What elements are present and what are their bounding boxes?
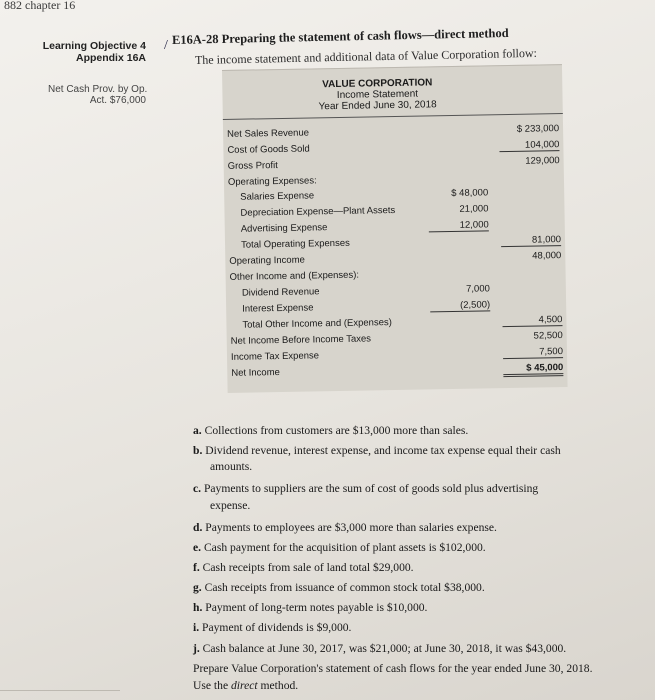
item-text: Cash receipts from sale of land total $29,000.: [202, 561, 414, 574]
page-rule: [0, 690, 120, 691]
row-amount: $ 233,000: [516, 123, 560, 135]
statement-period: Year Ended June 30, 2018: [318, 99, 437, 113]
item-text: Payment of dividends is $9,000.: [202, 621, 352, 634]
row-amount: 104,000: [499, 139, 559, 152]
row-label: Total Operating Expenses: [240, 237, 350, 251]
item-letter: h.: [193, 601, 203, 614]
item-letter: a.: [193, 424, 202, 437]
list-item: [193, 621, 351, 634]
item-text: Cash payment for the acquisition of plant assets is $102,000.: [203, 541, 486, 554]
instruction-post: method.: [257, 679, 299, 692]
item-text: Payments to employees are $3,000 more than salaries expense.: [205, 521, 497, 534]
row-label: Dividend Revenue: [241, 286, 320, 299]
row-amount: 129,000: [525, 155, 560, 167]
list-item: [193, 424, 468, 437]
row-amount: 7,500: [503, 346, 563, 359]
instruction-line2: [193, 679, 298, 692]
learning-objective-line: Learning Objective 4: [42, 40, 146, 52]
appendix-line: Appendix 16A: [75, 52, 146, 64]
list-item: [193, 541, 486, 554]
row-subamount: $ 48,000: [451, 187, 489, 200]
income-statement: [222, 64, 568, 393]
list-item: [193, 521, 497, 534]
item-letter: f.: [193, 561, 200, 574]
instruction-pre: Use the: [193, 679, 231, 692]
list-item: [193, 581, 485, 594]
statement-rows: [227, 123, 566, 384]
row-label: Salaries Expense: [240, 190, 315, 203]
list-item: [193, 561, 414, 574]
item-letter: b.: [193, 444, 203, 457]
item-letter: d.: [193, 521, 203, 534]
item-letter: g.: [193, 581, 202, 594]
row-label: Total Other Income and (Expenses): [242, 317, 392, 331]
row-label: Operating Expenses:: [227, 175, 317, 188]
row-label: Advertising Expense: [240, 222, 328, 235]
row-label: Cost of Goods Sold: [227, 143, 310, 156]
list-item: [193, 601, 427, 614]
check-note-line1: Net Cash Prov. by Op.: [48, 84, 148, 95]
instruction-line1: Prepare Value Corporation's statement of cash flows for the year ended June 30, 2018.: [193, 662, 593, 675]
item-letter: i.: [193, 621, 200, 634]
row-label: Interest Expense: [242, 302, 314, 315]
row-amount: 52,500: [533, 330, 563, 342]
row-label: Net Sales Revenue: [227, 127, 310, 140]
item-letter: e.: [193, 541, 202, 554]
row-subamount: 7,000: [465, 283, 490, 295]
row-amount: 48,000: [532, 250, 562, 262]
item-letter: c.: [193, 482, 202, 495]
row-label: Depreciation Expense—Plant Assets: [240, 204, 396, 219]
check-note-line2: Act. $76,000: [89, 95, 146, 106]
item-text-continued: amounts.: [210, 460, 253, 473]
item-text: Payment of long-term notes payable is $10,000.: [205, 601, 428, 614]
list-item: [193, 482, 538, 495]
item-text-continued: expense.: [210, 499, 251, 512]
checkmark-icon: /: [164, 38, 168, 53]
item-text: Dividend revenue, interest expense, and income tax expense equal their cash: [205, 444, 561, 457]
item-text: Payments to suppliers are the sum of cost of goods sold plus advertising: [203, 482, 539, 495]
row-label: Net Income: [231, 367, 280, 379]
row-label: Other Income and (Expenses):: [229, 269, 360, 283]
exercise-intro: The income statement and additional data of Value Corporation follow:: [194, 45, 538, 67]
row-amount: 4,500: [502, 314, 562, 327]
instruction-emphasis: direct: [231, 679, 258, 692]
check-figure-note: [48, 84, 146, 106]
item-text: Cash receipts from issuance of common stock total $38,000.: [204, 581, 485, 594]
learning-objective: [38, 40, 146, 64]
statement-name: Income Statement: [336, 88, 419, 101]
row-subamount: 12,000: [429, 219, 489, 232]
row-amount: $ 45,000: [503, 362, 563, 377]
exercise-title: E16A-28 Preparing the statement of cash flows—direct method: [171, 25, 509, 47]
row-label: Income Tax Expense: [230, 350, 320, 363]
row-amount: 81,000: [501, 234, 561, 247]
item-text: Cash balance at June 30, 2017, was $21,000; at June 30, 2018, it was $43,000.: [202, 642, 567, 655]
statement-company: VALUE CORPORATION: [322, 77, 433, 91]
item-text: Collections from customers are $13,000 more than sales.: [204, 424, 469, 437]
row-subamount: (2,500): [430, 299, 490, 312]
page-header: 882 chapter 16: [4, 0, 76, 12]
statement-heading: [292, 77, 463, 113]
row-label: Gross Profit: [227, 160, 278, 172]
row-label: Operating Income: [229, 254, 305, 267]
row-label: Net Income Before Income Taxes: [230, 333, 372, 347]
list-item: [193, 444, 561, 457]
item-letter: j.: [193, 642, 200, 655]
list-item: [193, 642, 566, 655]
row-subamount: 21,000: [459, 203, 489, 215]
